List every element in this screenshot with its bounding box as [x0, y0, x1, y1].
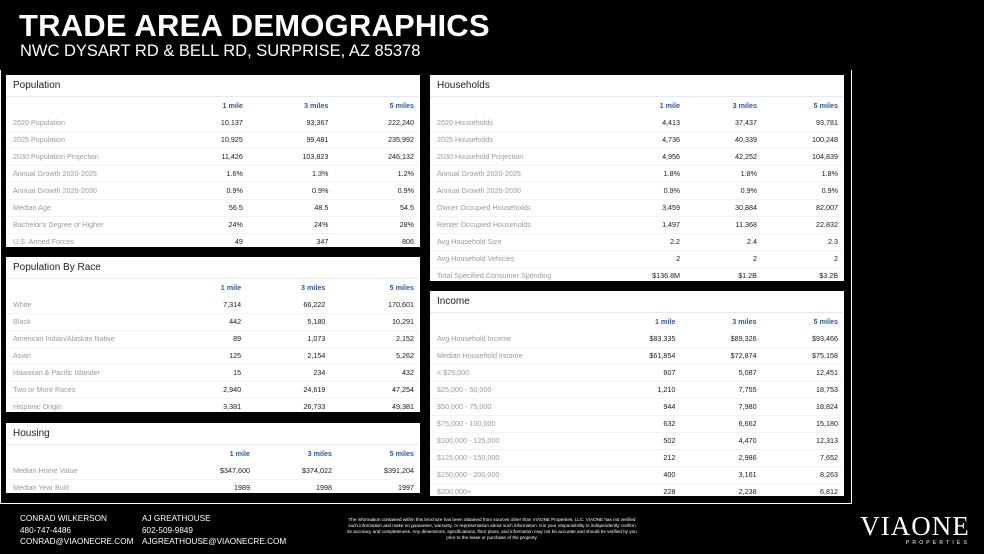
row-value: 11,426 — [221, 152, 243, 161]
table-row — [6, 131, 420, 148]
table-row — [6, 381, 420, 398]
row-value: 15 — [233, 368, 242, 377]
table-row — [430, 267, 844, 281]
row-value: 0.9% — [663, 186, 681, 195]
table-row — [430, 483, 844, 496]
row-value: 806 — [402, 237, 414, 246]
row-value: 944 — [663, 402, 676, 411]
disclaimer-text: The information contained within this brochure has been obtained from sources other than VIAONE Properties, LLC. VIAONE has not verified such information and make no guarantee, warranty, or representation about such information. It is your responsibility to independently confirm its accuracy and completeness. Any dimensions, specifications, floor plans, and information may not be accurate and should be verified by you prior to the lease or purchase of the property. — [347, 517, 637, 540]
row-label: Median Home Value — [13, 465, 78, 475]
row-value: 4,470 — [738, 436, 757, 445]
row-value: 0.9% — [312, 186, 329, 195]
logo-wordmark: VIAONE — [860, 511, 970, 541]
row-value: 234 — [313, 368, 326, 377]
table-row — [6, 114, 420, 131]
row-value: 3,161 — [738, 470, 757, 479]
row-value: 246,132 — [388, 152, 414, 161]
column-header-blank — [430, 313, 600, 330]
housing-panel — [6, 423, 420, 493]
table-row — [430, 449, 844, 466]
row-value: 2,154 — [307, 351, 326, 360]
table-row — [6, 216, 420, 233]
row-label: 2020 Households — [437, 117, 493, 127]
column-header: 5 miles — [389, 449, 414, 458]
column-header: 3 miles — [304, 101, 329, 110]
housing-title: Housing — [6, 423, 420, 445]
column-header: 1 mile — [659, 101, 681, 110]
row-label: Renter Occupied Households — [437, 220, 531, 229]
row-label: Black — [13, 317, 31, 326]
row-label: Asian — [13, 351, 31, 360]
row-value: 49 — [234, 237, 243, 246]
row-value: 1998 — [316, 483, 332, 492]
row-value: 93,367 — [306, 117, 329, 127]
row-label: Avg Household Vehicles — [437, 254, 515, 263]
row-value: 7,314 — [223, 299, 242, 309]
row-value: 212 — [663, 453, 676, 462]
row-value: 66,222 — [303, 299, 326, 309]
row-value: 6,812 — [820, 487, 838, 496]
row-label: Avg Household Size — [437, 237, 502, 246]
table-row — [6, 479, 420, 493]
income-title: Income — [430, 291, 844, 313]
row-label: Annual Growth 2020-2025 — [13, 169, 97, 178]
table-row — [430, 381, 844, 398]
row-label: Median Household Income — [437, 351, 523, 360]
row-value: 432 — [402, 368, 414, 377]
row-value: 1.3% — [312, 169, 329, 178]
households-panel — [430, 75, 844, 281]
contact-1 — [20, 513, 133, 548]
row-value: 12,313 — [816, 436, 838, 445]
income-table — [430, 313, 844, 496]
row-value: 7,980 — [738, 402, 757, 411]
race-table — [6, 279, 420, 412]
row-label: Annual Growth 2020-2025 — [437, 169, 521, 178]
row-value: 8,263 — [820, 470, 838, 479]
row-label: 2025 Households — [437, 135, 493, 144]
row-value: 6,662 — [738, 419, 757, 428]
column-header-blank — [430, 97, 600, 114]
row-value: 235,992 — [388, 135, 414, 144]
row-value: 170,601 — [388, 299, 414, 309]
row-value: 42,252 — [735, 152, 757, 161]
row-value: 12,451 — [816, 368, 838, 377]
row-value: $75,158 — [812, 351, 838, 360]
row-label: 2030 Household Projection — [437, 152, 524, 161]
column-header: 3 miles — [732, 101, 757, 110]
row-value: $89,326 — [730, 333, 757, 343]
column-header: 1 mile — [222, 101, 243, 110]
row-label: Annual Growth 2025-2030 — [437, 186, 521, 195]
row-value: 11,368 — [735, 220, 757, 229]
row-value: 10,137 — [220, 117, 243, 127]
table-row — [6, 462, 420, 479]
row-value: 4,736 — [662, 135, 681, 144]
row-value: 49,381 — [392, 402, 414, 411]
row-value: 100,248 — [812, 135, 838, 144]
row-value: 1.6% — [226, 169, 243, 178]
row-value: 1,497 — [662, 220, 681, 229]
table-row — [430, 216, 844, 233]
row-label: U.S. Armed Forces — [13, 237, 74, 246]
row-label: < $25,000 — [437, 368, 470, 377]
row-value: 93,781 — [816, 117, 838, 127]
row-label: 2030 Population Projection — [13, 152, 99, 161]
column-header: 1 mile — [654, 317, 676, 326]
footer — [0, 506, 984, 554]
row-value: 2,152 — [396, 334, 414, 343]
row-value: 3,459 — [662, 203, 681, 212]
table-row — [6, 233, 420, 247]
row-value: 1989 — [234, 483, 250, 492]
row-value: 37,437 — [735, 117, 757, 127]
contact-2 — [142, 513, 286, 548]
row-value: 125 — [229, 351, 242, 360]
row-label: Annual Growth 2025-2030 — [13, 186, 97, 195]
row-value: 18,824 — [816, 402, 838, 411]
row-value: 5,180 — [307, 317, 326, 326]
row-value: 5,262 — [396, 351, 414, 360]
row-value: $3.2B — [819, 271, 838, 280]
row-value: 2 — [834, 254, 838, 263]
table-row — [6, 199, 420, 216]
row-value: 7,755 — [738, 385, 757, 394]
row-value: 400 — [663, 470, 676, 479]
page-subtitle: NWC DYSART RD & BELL RD, SURPRISE, AZ 85378 — [20, 42, 421, 60]
row-value: 15,180 — [816, 419, 838, 428]
row-value: 0.9% — [821, 186, 838, 195]
contact-2-phone[interactable]: 602-509-9849 — [142, 525, 193, 535]
row-label: $75,000 - 100,000 — [437, 419, 496, 428]
row-label: Total Specified Consumer Spending — [437, 271, 552, 280]
row-value: $83,335 — [649, 333, 676, 343]
row-value: 28% — [399, 220, 414, 229]
row-value: $61,854 — [649, 351, 676, 360]
row-value: 3,381 — [223, 402, 242, 411]
row-value: 0.9% — [397, 186, 414, 195]
row-label: Median Age — [13, 203, 51, 212]
row-label: 2025 Population — [13, 135, 65, 144]
row-value: $136.8M — [652, 271, 681, 280]
row-value: 22,832 — [816, 220, 838, 229]
row-value: 24,619 — [303, 385, 326, 394]
contact-2-name: AJ GREATHOUSE — [142, 514, 211, 523]
table-row — [6, 165, 420, 182]
row-label: Avg Household Income — [437, 333, 512, 343]
table-row — [430, 131, 844, 148]
page-title: TRADE AREA DEMOGRAPHICS — [19, 8, 490, 43]
population-title: Population — [6, 75, 420, 97]
row-value: 104,839 — [812, 152, 838, 161]
contact-1-name: CONRAD WILKERSON — [20, 514, 107, 523]
column-header: 5 miles — [389, 283, 414, 292]
row-label: Hawaiian & Pacific Islander — [13, 368, 101, 377]
row-value: 2,238 — [738, 487, 757, 496]
row-value: 103,823 — [302, 152, 329, 161]
table-row — [430, 466, 844, 483]
column-header-blank — [6, 279, 174, 296]
row-value: 24% — [314, 220, 329, 229]
row-value: $391,204 — [384, 465, 414, 475]
row-label: Hispanic Origin — [13, 402, 62, 411]
households-title: Households — [430, 75, 844, 97]
column-header: 3 miles — [307, 449, 332, 458]
race-title: Population By Race — [6, 257, 420, 279]
table-row — [430, 165, 844, 182]
row-value: 347 — [316, 237, 329, 246]
table-row — [430, 364, 844, 381]
row-value: $1.2B — [738, 271, 757, 280]
table-row — [6, 398, 420, 412]
row-value: 56.5 — [228, 203, 243, 212]
table-row — [430, 330, 844, 347]
contact-2-email[interactable]: AJGREATHOUSE@VIAONECRE.COM — [142, 537, 287, 546]
row-value: 1.8% — [740, 169, 757, 178]
row-value: 1.2% — [397, 169, 414, 178]
column-header-blank — [6, 97, 174, 114]
table-row — [6, 347, 420, 364]
row-value: 442 — [229, 317, 242, 326]
row-value: 502 — [663, 436, 676, 445]
row-label: $100,000 - 125,000 — [437, 436, 500, 445]
row-value: 4,956 — [662, 152, 681, 161]
table-row — [6, 296, 420, 313]
row-value: 1,073 — [307, 334, 326, 343]
table-row — [430, 432, 844, 449]
row-label: Median Year Built — [13, 483, 69, 492]
row-label: American Indian/Alaskan Native — [13, 334, 115, 343]
row-value: 228 — [663, 487, 676, 496]
contact-1-phone[interactable]: 480-747-4486 — [20, 525, 71, 535]
row-value: 222,240 — [388, 117, 414, 127]
row-value: $72,874 — [730, 351, 757, 360]
row-value: 40,339 — [735, 135, 757, 144]
table-row — [430, 398, 844, 415]
table-row — [430, 114, 844, 131]
row-value: 99,481 — [306, 135, 329, 144]
table-row — [430, 250, 844, 267]
row-value: $347,600 — [220, 465, 250, 475]
table-row — [430, 415, 844, 432]
row-label: $200,000+ — [437, 487, 472, 496]
row-value: $374,022 — [302, 465, 332, 475]
row-value: 2 — [752, 254, 757, 263]
race-panel — [6, 257, 420, 412]
row-value: 47,254 — [392, 385, 414, 394]
row-value: 2,986 — [738, 453, 757, 462]
column-header: 1 mile — [220, 283, 242, 292]
row-label: $150,000 - 200,000 — [437, 470, 500, 479]
row-value: 48.5 — [314, 203, 329, 212]
row-label: $125,000 - 150,000 — [437, 453, 500, 462]
row-value: 0.9% — [740, 186, 757, 195]
row-value: 89 — [233, 334, 242, 343]
row-value: 607 — [663, 368, 676, 377]
row-value: 2.3 — [828, 237, 838, 246]
column-header-blank — [6, 445, 174, 462]
row-value: 82,007 — [816, 203, 838, 212]
row-label: $50,000 - 75,000 — [437, 402, 492, 411]
table-row — [6, 313, 420, 330]
row-value: 54.5 — [400, 203, 414, 212]
table-row — [430, 148, 844, 165]
row-value: 24% — [228, 220, 243, 229]
row-value: 1.8% — [821, 169, 838, 178]
row-label: Two or More Races — [13, 385, 76, 394]
row-value: 26,733 — [303, 402, 326, 411]
table-row — [6, 364, 420, 381]
row-value: 1,210 — [657, 385, 676, 394]
row-value: 2 — [676, 254, 681, 263]
population-panel — [6, 75, 420, 247]
population-table — [6, 97, 420, 247]
column-header: 5 miles — [389, 101, 414, 110]
column-header: 5 miles — [813, 101, 838, 110]
row-value: 10,291 — [392, 317, 414, 326]
viaone-logo — [858, 512, 972, 547]
table-row — [430, 347, 844, 364]
row-label: 2020 Population — [13, 117, 65, 127]
row-value: 1997 — [398, 483, 414, 492]
row-value: 18,753 — [816, 385, 838, 394]
column-header: 3 miles — [732, 317, 757, 326]
row-label: White — [13, 299, 32, 309]
table-row — [430, 199, 844, 216]
income-panel — [430, 291, 844, 496]
contact-1-email[interactable]: CONRAD@VIAONECRE.COM — [20, 537, 134, 546]
row-value: 632 — [663, 419, 676, 428]
row-value: 2,940 — [223, 385, 242, 394]
housing-table — [6, 445, 420, 493]
row-value: 0.9% — [226, 186, 243, 195]
column-header: 1 mile — [229, 449, 250, 458]
row-value: 4,413 — [662, 117, 681, 127]
row-value: 2.4 — [746, 237, 757, 246]
households-table — [430, 97, 844, 281]
row-value: 10,925 — [220, 135, 243, 144]
row-value: $93,466 — [812, 333, 838, 343]
logo-subtext: PROPERTIES — [905, 540, 970, 546]
column-header: 5 miles — [813, 317, 838, 326]
row-value: 30,884 — [735, 203, 757, 212]
row-label: Owner Occupied Households — [437, 203, 531, 212]
table-row — [6, 330, 420, 347]
row-value: 7,652 — [820, 453, 838, 462]
row-label: $25,000 - 50,000 — [437, 385, 492, 394]
row-value: 2.2 — [670, 237, 681, 246]
column-header: 3 miles — [300, 283, 326, 292]
row-value: 1.8% — [663, 169, 681, 178]
table-row — [6, 182, 420, 199]
table-row — [6, 148, 420, 165]
table-row — [430, 182, 844, 199]
row-value: 5,087 — [738, 368, 757, 377]
table-row — [430, 233, 844, 250]
row-label: Bachelor's Degree or Higher — [13, 220, 104, 229]
